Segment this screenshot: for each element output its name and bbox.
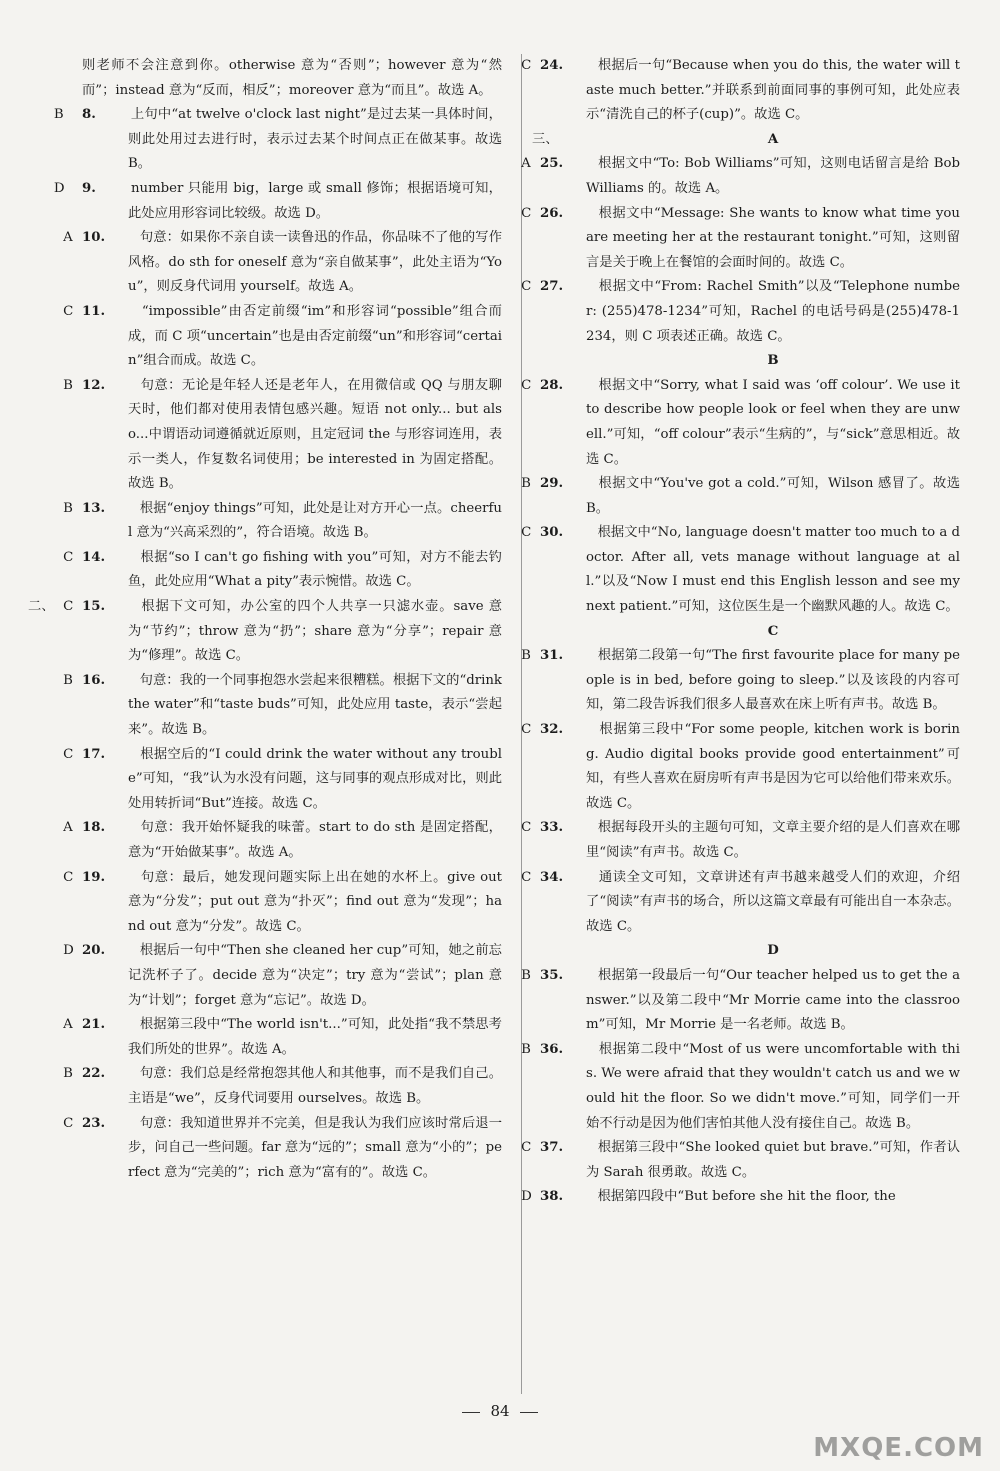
footer-dash-right: [520, 1412, 538, 1413]
passage-letter: D: [767, 943, 779, 959]
continued-explanation: 则老师不会注意到你。otherwise 意为“否则”；however 意为“然而”；instead 意为“反而，相反”；moreover 意为“而且”。故选 A。: [82, 58, 502, 98]
answer-item: [521, 1136, 960, 1185]
answer-letter: C: [521, 722, 532, 738]
answer-letter: C: [521, 1140, 532, 1156]
answer-item: [521, 816, 960, 865]
answer-item: [53, 103, 502, 177]
explanation-text: 根据“enjoy things”可知，此处是让对方开心一点。cheerful 意为“兴高采烈的”，符合语境。故选 B。: [128, 500, 502, 541]
question-number: 14.: [82, 549, 106, 565]
answer-item: [521, 964, 960, 1038]
explanation-text: 根据第三段中“She looked quiet but brave.”可知，作者认为 Sarah 很勇敢。故选 C。: [586, 1140, 960, 1180]
watermark-logo: MXQE.COM: [813, 1433, 984, 1463]
section-label: 二、: [28, 599, 55, 615]
answer-item: [63, 743, 502, 817]
question-number: 18.: [82, 820, 106, 836]
answer-item: [521, 644, 960, 718]
question-number: 11.: [82, 303, 106, 319]
question-number: 25.: [540, 156, 564, 172]
answer-item: [63, 1062, 502, 1111]
question-number: 37.: [540, 1140, 564, 1156]
answer-item: [521, 275, 960, 349]
page-footer: [0, 1402, 1000, 1420]
answer-item: [63, 669, 502, 743]
answer-item: [63, 226, 502, 300]
answer-item: [63, 1013, 502, 1062]
explanation-text: 根据下文可知，办公室的四个人共享一只滤水壶。save 意为“节约”；throw 意为“扔”；share 意为“分享”；repair 意为“修理”。故选 C。: [128, 599, 502, 664]
question-number: 36.: [540, 1041, 564, 1057]
passage-heading: [540, 939, 960, 964]
answer-letter: A: [63, 230, 73, 246]
question-number: 21.: [82, 1017, 106, 1033]
answer-item: [63, 816, 502, 865]
answer-item: [521, 54, 960, 128]
question-number: 16.: [82, 672, 106, 688]
footer-dash-left: [462, 1412, 480, 1413]
question-number: 8.: [82, 107, 96, 123]
question-number: 12.: [82, 377, 106, 393]
question-number: 30.: [540, 525, 564, 541]
question-number: 9.: [82, 180, 96, 196]
right-top-items: [521, 54, 960, 128]
page-number: 84: [490, 1402, 510, 1420]
question-number: 31.: [540, 648, 564, 664]
section-label: 三、: [532, 131, 559, 147]
question-number: 15.: [82, 599, 106, 615]
question-number: 26.: [540, 205, 564, 221]
answer-letter: A: [63, 820, 73, 836]
answer-item: [521, 718, 960, 816]
answer-letter: C: [63, 746, 74, 762]
answer-letter: C: [521, 820, 532, 836]
answer-item: [63, 866, 502, 940]
answer-item: [63, 497, 502, 546]
explanation-text: 通读全文可知，文章讲述有声书越来越受人们的欢迎，介绍了“阅读”有声书的场合，所以这篇文章最有可能出自一本杂志。故选 C。: [586, 869, 960, 934]
explanation-text: 根据文中“You've got a cold.”可知，Wilson 感冒了。故选 B。: [586, 476, 960, 516]
question-number: 13.: [82, 500, 106, 516]
answer-item: [521, 374, 960, 472]
left-items-list: [28, 103, 502, 1185]
explanation-text: 根据文中“Sorry, what I said was ‘off colour’. We use it to describe how people look or feel when they are unwell.”可知，“off colour”表示“生病的”，与“sick”意思相近。故选 C。: [586, 377, 960, 467]
question-number: 20.: [82, 943, 106, 959]
passage-heading: [532, 128, 960, 153]
answer-letter: C: [521, 279, 532, 295]
explanation-text: 句意：我的一个同事抱怨水尝起来很糟糕。根据下文的“drink the water”和“taste buds”可知，此处应用 taste，表示“尝起来”。故选 B。: [128, 672, 502, 738]
explanation-text: 句意：我知道世界并不完美，但是我认为我们应该时常后退一步，问自己一些问题。far 意为“远的”；small 意为“小的”；perfect 意为“完美的”；rich 意为“富有的”。故选 C。: [128, 1115, 502, 1180]
explanation-text: 句意：我开始怀疑我的味蕾。start to do sth 是固定搭配，意为“开始做某事”。故选 A。: [128, 820, 502, 860]
answer-item: [521, 202, 960, 276]
right-column: [521, 54, 960, 1210]
question-number: 23.: [82, 1115, 106, 1131]
explanation-text: “impossible”由否定前缀“im”和形容词“possible”组合而成，而 C 项“uncertain”也是由否定前缀“un”和形容词“certain”组合而成。故选 C。: [128, 303, 502, 369]
answer-letter: B: [63, 377, 73, 393]
passage-letter: C: [767, 623, 779, 639]
question-number: 35.: [540, 967, 564, 983]
explanation-text: 句意：最后，她发现问题实际上出在她的水杯上。give out 意为“分发”；put out 意为“扑灭”；find out 意为“发现”；hand out 意为“分发”。故选 C。: [128, 869, 502, 934]
answer-item: [63, 374, 502, 497]
explanation-text: 根据第三段中“The world isn't...”可知，此处指“我不禁思考我们所处的世界”。故选 A。: [128, 1017, 502, 1057]
answer-letter: B: [521, 648, 531, 664]
explanation-text: 根据文中“No, language doesn't matter too much to a doctor. After all, vets manage without language at all.”以及“Now I must end this English lesson and see my next patient.”可知，这位医生是一个幽默风趣的人。故选 C。: [586, 525, 960, 615]
explanation-text: 根据“so I can't go fishing with you”可知，对方不能去钓鱼，此处应用“What a pity”表示惋惜。故选 C。: [128, 549, 502, 590]
explanation-text: 根据空后的“I could drink the water without any trouble”可知，“我”认为水没有问题，这与同事的观点形成对比，则此处用转折词“But”连接。故选 C。: [128, 746, 502, 811]
answer-item: [521, 521, 960, 619]
explanation-text: 根据文中“From: Rachel Smith”以及“Telephone number: (255)478-1234”可知，Rachel 的电话号码是(255)478-1234，则 C 项表述正确。故选 C。: [586, 279, 960, 344]
question-number: 17.: [82, 746, 106, 762]
answer-letter: B: [63, 1066, 73, 1082]
explanation-text: 根据后一句“Because when you do this, the water will taste much better.”并联系到前面同事的事例可知，此处应表示“清洗自己的杯子(cup)”。故选 C。: [586, 58, 960, 123]
question-number: 22.: [82, 1066, 106, 1082]
question-number: 19.: [82, 869, 106, 885]
answer-item: [521, 866, 960, 940]
answer-letter: C: [521, 58, 532, 73]
passage-heading: [540, 349, 960, 374]
explanation-text: 根据每段开头的主题句可知，文章主要介绍的是人们喜欢在哪里“阅读”有声书。故选 C。: [586, 820, 960, 860]
answer-letter: D: [63, 943, 74, 959]
answer-item: [521, 472, 960, 521]
explanation-text: 根据后一句中“Then she cleaned her cup”可知，她之前忘记洗杯子了。decide 意为“决定”；try 意为“尝试”；plan 意为“计划”；forget 意为“忘记”。故选 D。: [128, 943, 502, 1008]
explanation-text: 句意：我们总是经常抱怨其他人和其他事，而不是我们自己。主语是“we”，反身代词要用 ourselves。故选 B。: [128, 1066, 502, 1106]
answer-letter: C: [63, 599, 74, 615]
explanation-text: 句意：无论是年轻人还是老年人，在用微信或 QQ 与朋友聊天时，他们都对使用表情包感兴趣。短语 not only... but also...中谓语动词遵循就近原则，且定冠词 the 与形容词连用，表示一类人，作复数名词使用；be interested in 为固定搭配。故选 B。: [128, 377, 502, 492]
answer-letter: D: [521, 1189, 532, 1205]
answer-item: [521, 152, 960, 201]
answer-letter: A: [521, 156, 531, 172]
answer-letter: B: [521, 1041, 531, 1057]
answer-letter: B: [521, 476, 531, 492]
answer-letter: C: [521, 205, 532, 221]
explanation-text: 根据文中“To: Bob Williams”可知，这则电话留言是给 Bob Williams 的。故选 A。: [586, 156, 960, 196]
answer-letter: C: [63, 549, 74, 565]
answer-item: [521, 1185, 960, 1210]
explanation-text: number 只能用 big，large 或 small 修饰；根据语境可知，此处应用形容词比较级。故选 D。: [128, 180, 502, 221]
question-number: 34.: [540, 869, 564, 885]
question-number: 28.: [540, 377, 564, 393]
left-column: [28, 54, 502, 1185]
explanation-text: 根据第一段最后一句“Our teacher helped us to get the answer.”以及第二段中“Mr Morrie came into the classroom”可知，Mr Morrie 是一名老师。故选 B。: [586, 967, 960, 1033]
answer-item: [63, 300, 502, 374]
answer-letter: D: [53, 180, 65, 196]
answer-item: [63, 546, 502, 595]
answer-letter: B: [63, 672, 73, 688]
answer-letter: B: [63, 500, 73, 516]
answer-item: [63, 939, 502, 1013]
answer-letter: C: [521, 377, 532, 393]
answer-item: [63, 1112, 502, 1186]
question-number: 33.: [540, 820, 564, 836]
reading-groups: [521, 128, 960, 1210]
explanation-text: 根据第二段第一句“The first favourite place for many people is in bed, before going to sleep.”以及该段的内容可知，第二段告诉我们很多人最喜欢在床上听有声书。故选 B。: [586, 648, 960, 713]
question-number: 32.: [540, 722, 564, 738]
answer-item: [521, 1038, 960, 1136]
question-number: 29.: [540, 476, 564, 492]
answer-letter: C: [63, 1115, 74, 1131]
answer-item: [53, 177, 502, 226]
passage-letter: B: [767, 353, 779, 369]
question-number: 27.: [540, 279, 564, 295]
answer-letter: C: [63, 869, 74, 885]
question-number: 38.: [540, 1189, 564, 1205]
explanation-text: 句意：如果你不亲自读一读鲁迅的作品，你品味不了他的写作风格。do sth for oneself 意为“亲自做某事”，此处主语为“You”，则反身代词用 yourself。故选 A。: [128, 230, 502, 295]
passage-letter: A: [767, 131, 779, 147]
answer-letter: B: [53, 107, 64, 123]
explanation-text: 根据第三段中“For some people, kitchen work is boring. Audio digital books provide good entertainment”可知，有些人喜欢在厨房听有声书是因为它可以给他们带来欢乐。故选 C。: [586, 722, 960, 811]
answer-letter: A: [63, 1017, 73, 1033]
answer-letter: B: [521, 967, 531, 983]
answer-letter: C: [63, 303, 74, 319]
answer-letter: C: [521, 525, 532, 541]
question-number: 10.: [82, 230, 106, 246]
explanation-text: 根据第二段中“Most of us were uncomfortable with this. We were afraid that they wouldn't catch us and we would hit the floor. So we didn't move.”可知，同学们一开始不行动是因为他们害怕其他人没有接住自己。故选 B。: [586, 1041, 960, 1131]
explanation-text: 上句中“at twelve o'clock last night”是过去某一具体时间，则此处用过去进行时，表示过去某个时间点正在做某事。故选 B。: [128, 107, 502, 172]
explanation-text: 根据第四段中“But before she hit the floor, the: [597, 1189, 896, 1205]
explanation-text: 根据文中“Message: She wants to know what time you are meeting her at the restaurant tonight.”可知，这则留言是关于晚上在餐馆的会面时间的。故选 C。: [586, 205, 960, 270]
passage-heading: [540, 620, 960, 645]
question-number: 24.: [540, 58, 564, 73]
answer-item: [28, 595, 502, 669]
answer-letter: C: [521, 869, 532, 885]
